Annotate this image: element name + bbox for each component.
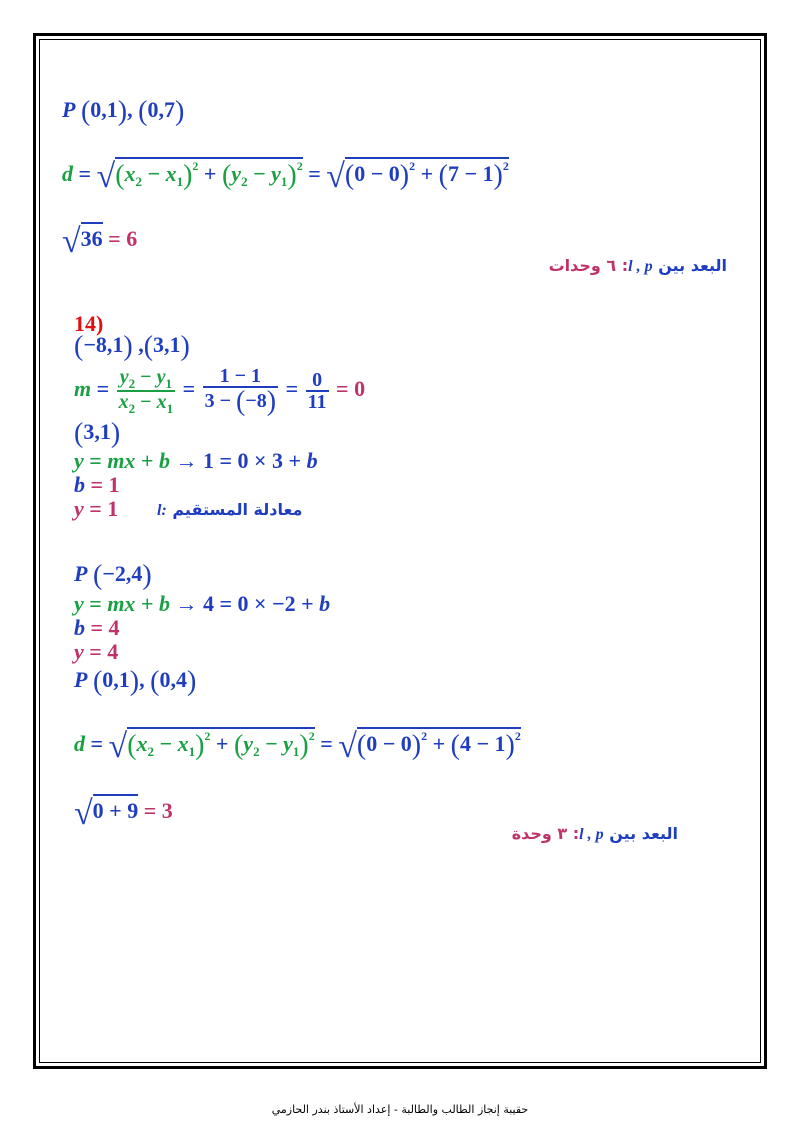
- distance-formula-2: $d = √(x_2 - x_1)^2 + (y_2 - y_1)^2 = √(0 - 0)^2 + (4 - 1)^2$: [74, 728, 521, 765]
- y-equation-2: y = 4: [74, 639, 119, 664]
- slope-formula: m = $\frac{y_2 - y_1}{x_2 - x_1}$ = $\frac{1 - 1}{3 - (-8)}$ = $\frac{0}{11}$ = 0: [74, 365, 366, 417]
- points-line-1: P (0,1), (0,7): [62, 96, 185, 127]
- points-line-2: (−8,1) ,(3,1): [74, 331, 190, 362]
- points-line-3: P (0,1), (0,4): [74, 666, 197, 697]
- sqrt-result-1: √36 = 6: [62, 223, 138, 260]
- line-equation-label: معادلة المستقيم l:: [157, 500, 303, 519]
- distance-formula-1: $d = √(x_2 - x_1)^2 + (y_2 - y_1)^2 = √(0 - 0)^2 + (7 - 1)^2$: [62, 158, 509, 195]
- b-value-1: b = 1: [74, 472, 120, 497]
- distance-statement-2: البعد بين l , p: ٣ وحدة: [511, 824, 678, 843]
- problem-number: 14): [74, 311, 104, 336]
- y-equation-1: y = 1: [74, 496, 119, 521]
- sqrt-result-2: √0 + 9 = 3: [74, 795, 173, 832]
- page-footer: حقيبة إنجاز الطالب والطالبة - إعداد الأستاذ بندر الحازمي: [271, 1103, 529, 1116]
- point-line: (3,1): [74, 418, 121, 449]
- line-equation-2: y = mx + b → 4 = 0 × −2 + b: [74, 591, 331, 616]
- distance-statement-1: البعد بين l , p: ٦ وحدات: [548, 256, 727, 275]
- b-value-2: b = 4: [74, 615, 120, 640]
- p-point: P (−2,4): [74, 560, 152, 591]
- line-equation-1: y = mx + b → 1 = 0 × 3 + b: [74, 448, 318, 473]
